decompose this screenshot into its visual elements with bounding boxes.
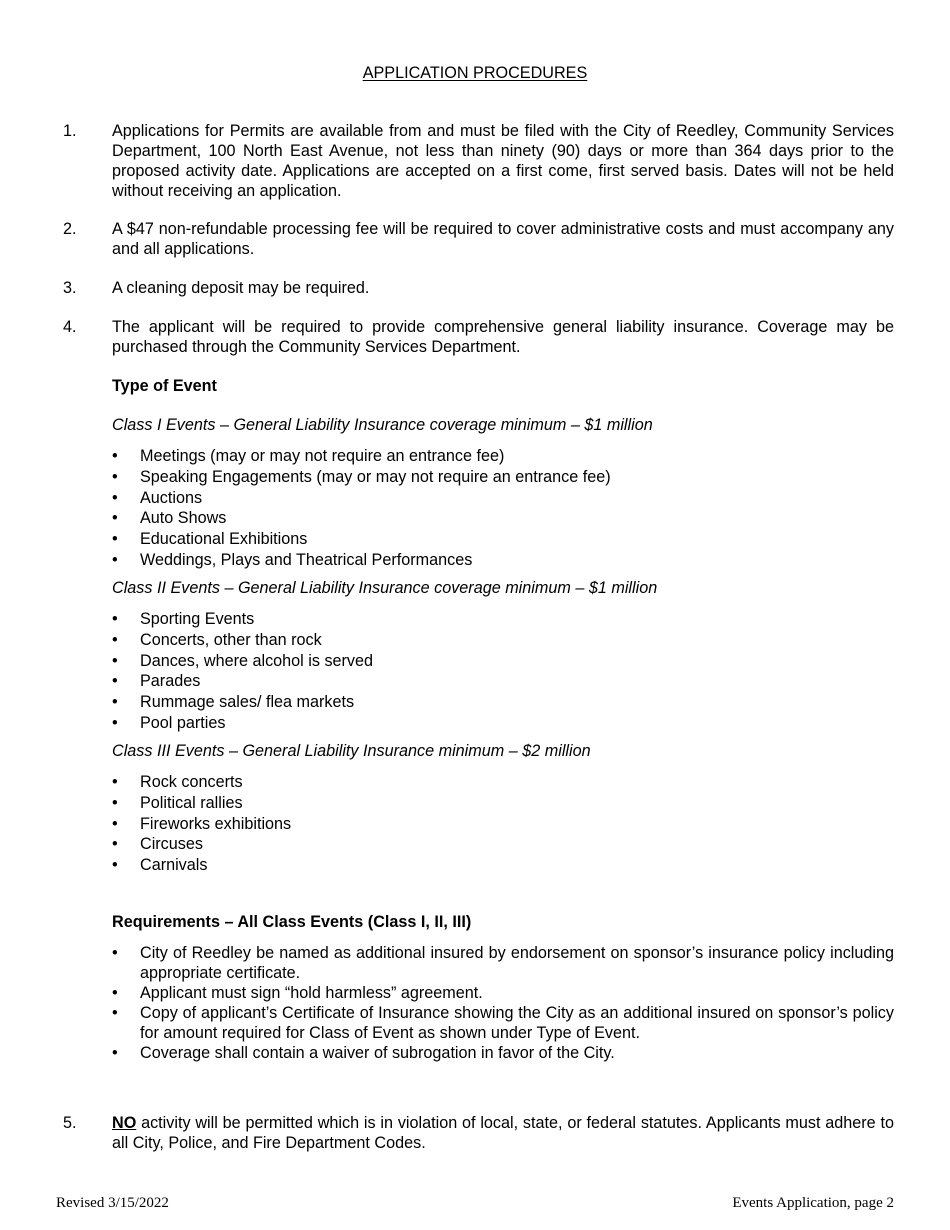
item-text: A $47 non-refundable processing fee will be required to cover administrative costs and must accompany any and all applications. — [112, 220, 894, 258]
list-item — [112, 446, 894, 467]
list-item — [112, 467, 894, 488]
list-item — [112, 488, 894, 509]
procedure-item-1 — [63, 121, 894, 201]
item-number: 4. — [63, 318, 77, 336]
list-item — [112, 508, 894, 529]
list-item-text: Educational Exhibitions — [140, 530, 308, 549]
list-item — [112, 983, 894, 1003]
list-item — [112, 550, 894, 571]
list-item — [112, 529, 894, 550]
list-item-text: Rock concerts — [140, 773, 243, 791]
no-emphasis: NO — [112, 1114, 137, 1132]
bullet-icon: • — [112, 672, 118, 691]
list-item — [112, 671, 894, 692]
list-item-text: Copy of applicant’s Certificate of Insurance showing the City as an additional insured on sponsor’s policy for amount required for Class of Event as shown under Type of Event. — [140, 1004, 894, 1042]
item-number: 2. — [63, 220, 77, 238]
list-item-text: Coverage shall contain a waiver of subrogation in favor of the City. — [140, 1044, 615, 1062]
bullet-icon: • — [112, 509, 118, 528]
item-text: Applications for Permits are available from and must be filed with the City of Reedley, Community Services Department, 100 North East Avenue, not less than ninety (90) days or more than 364 days prior to the proposed activity date. Applications are accepted on a first come, first served basis. Dates will not be held without receiving an application. — [112, 122, 894, 200]
bullet-icon: • — [112, 944, 118, 962]
item-number: 3. — [63, 279, 77, 297]
bullet-icon: • — [112, 984, 118, 1002]
procedure-item-3 — [63, 278, 894, 298]
bullet-icon: • — [112, 488, 118, 507]
list-item-text: Speaking Engagements (may or may not require an entrance fee) — [140, 467, 611, 486]
list-item — [112, 651, 894, 672]
bullet-icon: • — [112, 713, 118, 732]
list-item — [112, 1003, 894, 1043]
item-text: The applicant will be required to provide comprehensive general liability insurance. Coverage may be purchased through the Community Services Department. — [112, 318, 894, 356]
class-one-title: Class I Events – General Liability Insurance coverage minimum – $1 million — [112, 416, 653, 434]
bullet-icon: • — [112, 814, 118, 833]
list-item — [112, 713, 894, 734]
list-item-text: City of Reedley be named as additional insured by endorsement on sponsor’s insurance policy including appropriate certificate. — [140, 944, 894, 982]
list-item-text: Concerts, other than rock — [140, 630, 322, 649]
procedure-item-5 — [63, 1113, 894, 1153]
item-number: 1. — [63, 122, 77, 140]
item-number: 5. — [63, 1114, 77, 1132]
list-item-text: Applicant must sign “hold harmless” agreement. — [140, 984, 483, 1002]
class-three-title: Class III Events – General Liability Insurance minimum – $2 million — [112, 742, 591, 760]
list-item — [112, 1043, 894, 1063]
list-item — [112, 609, 894, 630]
item-text — [112, 1113, 894, 1153]
bullet-icon: • — [112, 773, 118, 791]
bullet-icon: • — [112, 610, 118, 628]
class-three-list — [112, 772, 894, 876]
list-item-text: Political rallies — [140, 793, 243, 812]
requirements-list — [112, 943, 894, 1063]
list-item-text: Auto Shows — [140, 509, 227, 528]
list-item — [112, 834, 894, 855]
bullet-icon: • — [112, 651, 118, 670]
class-two-list — [112, 609, 894, 734]
list-item-text: Fireworks exhibitions — [140, 814, 292, 833]
list-item — [112, 814, 894, 835]
list-item-text: Parades — [140, 672, 201, 691]
list-item-text: Dances, where alcohol is served — [140, 651, 374, 670]
procedure-item-2 — [63, 219, 894, 259]
page-label: Events Application, page 2 — [732, 1195, 894, 1211]
bullet-icon: • — [112, 856, 118, 875]
item-text: A cleaning deposit may be required. — [112, 279, 370, 297]
bullet-icon: • — [112, 467, 118, 486]
bullet-icon: • — [112, 1044, 118, 1062]
list-item-text: Circuses — [140, 835, 203, 854]
list-item-text: Carnivals — [140, 856, 208, 875]
list-item — [112, 793, 894, 814]
list-item-text: Pool parties — [140, 713, 226, 732]
bullet-icon: • — [112, 793, 118, 812]
list-item-text: Weddings, Plays and Theatrical Performances — [140, 550, 473, 569]
bullet-icon: • — [112, 530, 118, 549]
type-of-event-heading: Type of Event — [112, 377, 217, 395]
requirements-heading: Requirements – All Class Events (Class I, II, III) — [112, 913, 472, 931]
class-one-list — [112, 446, 894, 571]
list-item-text: Auctions — [140, 488, 203, 507]
bullet-icon: • — [112, 630, 118, 649]
list-item-text: Sporting Events — [140, 610, 255, 628]
item-five-text: activity will be permitted which is in violation of local, state, or federal statutes. Applicants must adhere to all City, Police, and Fire Department Codes. — [112, 1114, 894, 1152]
class-two-title: Class II Events – General Liability Insurance coverage minimum – $1 million — [112, 579, 658, 597]
list-item-text: Rummage sales/ flea markets — [140, 693, 355, 712]
revision-date: Revised 3/15/2022 — [56, 1195, 169, 1211]
list-item — [112, 855, 894, 876]
list-item — [112, 772, 894, 793]
bullet-icon: • — [112, 693, 118, 712]
list-item — [112, 630, 894, 651]
bullet-icon: • — [112, 550, 118, 569]
page-title: APPLICATION PROCEDURES — [362, 64, 588, 82]
bullet-icon: • — [112, 447, 118, 465]
bullet-icon: • — [112, 1004, 118, 1022]
procedure-item-4 — [63, 317, 894, 357]
list-item-text: Meetings (may or may not require an entrance fee) — [140, 447, 505, 465]
list-item — [112, 943, 894, 983]
list-item — [112, 692, 894, 713]
bullet-icon: • — [112, 835, 118, 854]
